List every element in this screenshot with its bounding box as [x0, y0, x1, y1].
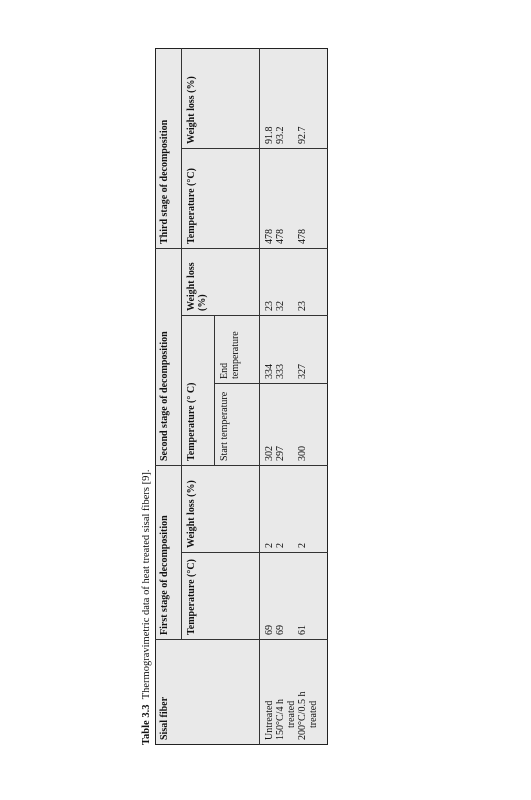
cell-value: 32	[275, 301, 286, 311]
header-sisal-fiber: Sisal fiber	[159, 696, 170, 740]
row-label	[260, 640, 328, 745]
cell-value: 2	[264, 543, 275, 548]
header-sisal-fiber-blank	[182, 640, 260, 745]
fiber-name-cont: treated	[286, 700, 297, 728]
cell-value: 61	[297, 625, 308, 635]
cell-value: 23	[297, 301, 308, 311]
caption-text: Thermogravimetric data of heat treated sisal fibers [9].	[141, 469, 152, 700]
cell-value: 23	[264, 301, 275, 311]
header-weight-loss-3: Weight loss (%)	[182, 48, 260, 148]
header-temperature-1: Temperature (°C)	[182, 553, 260, 640]
header-temperature-2: Temperature (° C)	[182, 316, 215, 466]
col-weight-loss-2	[260, 248, 328, 315]
col-start-temperature	[260, 384, 328, 466]
cell-value: 93.2	[275, 126, 286, 144]
header-stage-3: Third stage of decomposition	[156, 48, 182, 248]
col-weight-loss-3	[260, 48, 328, 148]
header-weight-loss-2: Weight loss (%)	[182, 248, 260, 315]
col-end-temperature	[260, 316, 328, 384]
cell-value: 91.8	[264, 126, 275, 144]
header-temperature-3: Temperature (°C)	[182, 148, 260, 248]
header-stage-2: Second stage of decomposition	[156, 248, 182, 465]
cell-value: 478	[297, 228, 308, 244]
header-stage-1: First stage of decomposition	[156, 466, 182, 640]
cell-value: 300	[297, 446, 308, 461]
rotated-page	[140, 45, 340, 745]
fiber-name-cont: treated	[308, 700, 319, 728]
cell-value: 2	[297, 543, 308, 548]
fiber-name: 200°C/0.5 h	[297, 691, 308, 740]
col-temperature-3	[260, 148, 328, 248]
cell-value: 334	[264, 364, 275, 379]
cell-value: 69	[275, 625, 286, 635]
fiber-name: Untreated	[264, 700, 275, 740]
cell-value: 297	[275, 446, 286, 461]
table-caption	[140, 470, 154, 745]
cell-value: 69	[264, 625, 275, 635]
cell-value: 478	[264, 228, 275, 244]
table-row	[260, 48, 328, 744]
caption-label: Table 3.3	[141, 704, 152, 745]
cell-value: 327	[297, 364, 308, 379]
cell-value: 478	[275, 228, 286, 244]
header-end-temperature: End temperature	[215, 316, 260, 384]
header-weight-loss-1: Weight loss (%)	[182, 466, 260, 553]
header-start-temperature: Start temperature	[215, 384, 260, 466]
cell-value: 92.7	[297, 126, 308, 144]
col-weight-loss-1	[260, 466, 328, 553]
fiber-name: 150°C/4 h	[275, 699, 286, 740]
cell-value: 2	[275, 543, 286, 548]
col-temperature-1	[260, 553, 328, 640]
thermogravimetric-table	[155, 48, 328, 745]
cell-value: 333	[275, 364, 286, 379]
cell-value: 302	[264, 446, 275, 461]
